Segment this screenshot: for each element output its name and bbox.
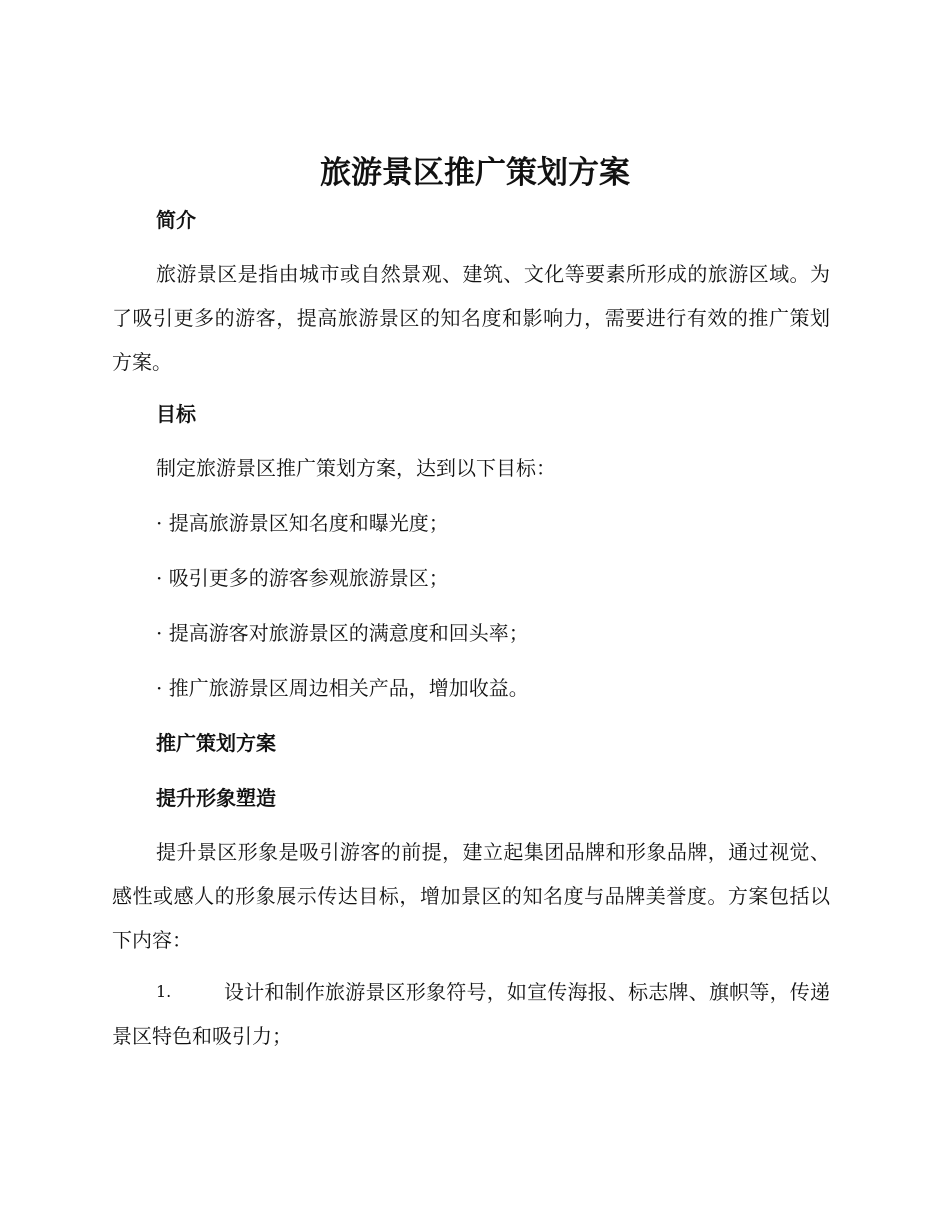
goal-item: · 提高游客对旅游景区的满意度和回头率； — [156, 621, 529, 645]
numbered-list-item — [112, 970, 830, 1058]
goals-lead: 制定旅游景区推广策划方案，达到以下目标： — [156, 456, 556, 480]
list-item-text: 设计和制作旅游景区形象符号，如宣传海报、标志牌、旗帜等，传递景区特色和吸引力； — [112, 980, 830, 1048]
list-number: 1. — [156, 982, 172, 1001]
goal-item: · 吸引更多的游客参观旅游景区； — [156, 566, 449, 590]
section-heading-goals: 目标 — [156, 402, 196, 426]
section-heading-plan: 推广策划方案 — [156, 731, 276, 755]
plan-paragraph: 提升景区形象是吸引游客的前提，建立起集团品牌和形象品牌，通过视觉、感性或感人的形象展示传达目标，增加景区的知名度与品牌美誉度。方案包括以下内容： — [112, 840, 830, 952]
subsection-heading-image: 提升形象塑造 — [156, 786, 276, 810]
document-title: 旅游景区推广策划方案 — [320, 155, 630, 191]
goal-item: · 推广旅游景区周边相关产品，增加收益。 — [156, 676, 529, 700]
section-heading-intro: 简介 — [156, 208, 196, 232]
goal-item: · 提高旅游景区知名度和曝光度； — [156, 511, 449, 535]
intro-paragraph: 旅游景区是指由城市或自然景观、建筑、文化等要素所形成的旅游区域。为了吸引更多的游客，提高旅游景区的知名度和影响力，需要进行有效的推广策划方案。 — [112, 262, 830, 374]
